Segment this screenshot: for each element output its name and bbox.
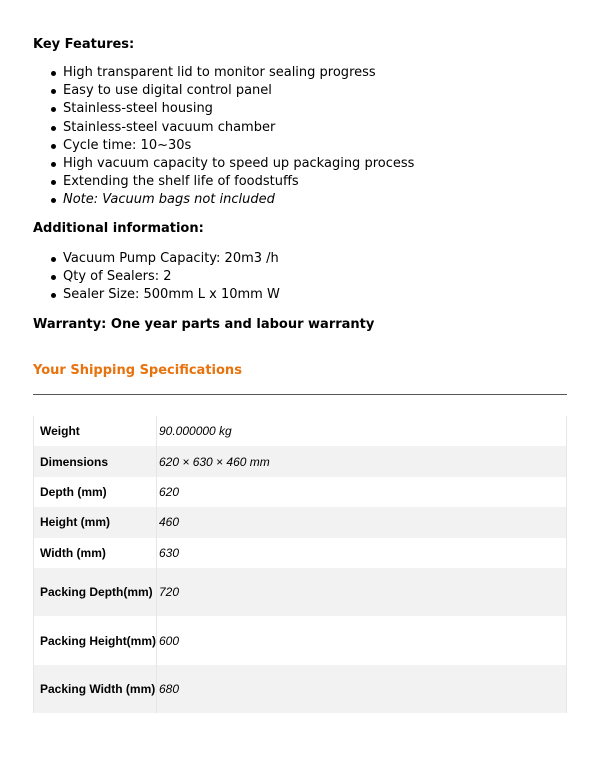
bullet-icon: [51, 162, 56, 167]
bullet-icon: [51, 107, 56, 112]
bullet-icon: [51, 180, 56, 185]
spec-label: Weight: [34, 416, 157, 446]
spec-value: 720: [157, 568, 567, 616]
table-row: [34, 616, 567, 664]
spec-value: 630: [157, 538, 567, 568]
spec-label: Packing Height(mm): [34, 616, 157, 664]
spec-value: 90.000000 kg: [157, 416, 567, 446]
spec-value: 680: [157, 665, 567, 713]
spec-label: Dimensions: [34, 446, 157, 476]
bullet-icon: [51, 126, 56, 131]
list-item: Easy to use digital control panel: [49, 82, 414, 100]
spec-value: 620 × 630 × 460 mm: [157, 446, 567, 476]
table-row: [34, 416, 567, 446]
spec-label: Height (mm): [34, 507, 157, 537]
spec-label: Depth (mm): [34, 477, 157, 507]
key-features-list: [49, 64, 414, 210]
bullet-icon: [51, 144, 56, 149]
spec-label: Packing Depth(mm): [34, 568, 157, 616]
spec-value: 620: [157, 477, 567, 507]
list-item: Vacuum Pump Capacity: 20m3 /h: [49, 250, 280, 268]
bullet-icon: [51, 293, 56, 298]
shipping-specs-table: [33, 416, 567, 713]
list-item: Sealer Size: 500mm L x 10mm W: [49, 286, 280, 304]
bullet-icon: [51, 275, 56, 280]
list-item: High transparent lid to monitor sealing progress: [49, 64, 414, 82]
list-item: Stainless-steel housing: [49, 100, 414, 118]
bullet-icon: [51, 71, 56, 76]
additional-info-heading: Additional information:: [33, 221, 204, 236]
table-row: [34, 477, 567, 507]
bullet-icon: [51, 257, 56, 262]
spec-value: 460: [157, 507, 567, 537]
list-item: Extending the shelf life of foodstuffs: [49, 173, 414, 191]
table-row: [34, 665, 567, 713]
bullet-icon: [51, 198, 56, 203]
list-item: Stainless-steel vacuum chamber: [49, 119, 414, 137]
list-item: Cycle time: 10~30s: [49, 137, 414, 155]
table-row: [34, 507, 567, 537]
additional-info-list: [49, 250, 280, 305]
spec-value: 600: [157, 616, 567, 664]
bullet-icon: [51, 89, 56, 94]
spec-label: Width (mm): [34, 538, 157, 568]
list-item: High vacuum capacity to speed up packaging process: [49, 155, 414, 173]
shipping-specifications-title: Your Shipping Specifications: [33, 363, 242, 378]
spec-label: Packing Width (mm): [34, 665, 157, 713]
list-item: Qty of Sealers: 2: [49, 268, 280, 286]
key-features-heading: Key Features:: [33, 37, 135, 52]
divider: [33, 394, 567, 395]
table-row: [34, 568, 567, 616]
warranty-text: Warranty: One year parts and labour warranty: [33, 317, 375, 332]
table-row: [34, 446, 567, 476]
list-item-note: Note: Vacuum bags not included: [49, 191, 414, 209]
table-row: [34, 538, 567, 568]
